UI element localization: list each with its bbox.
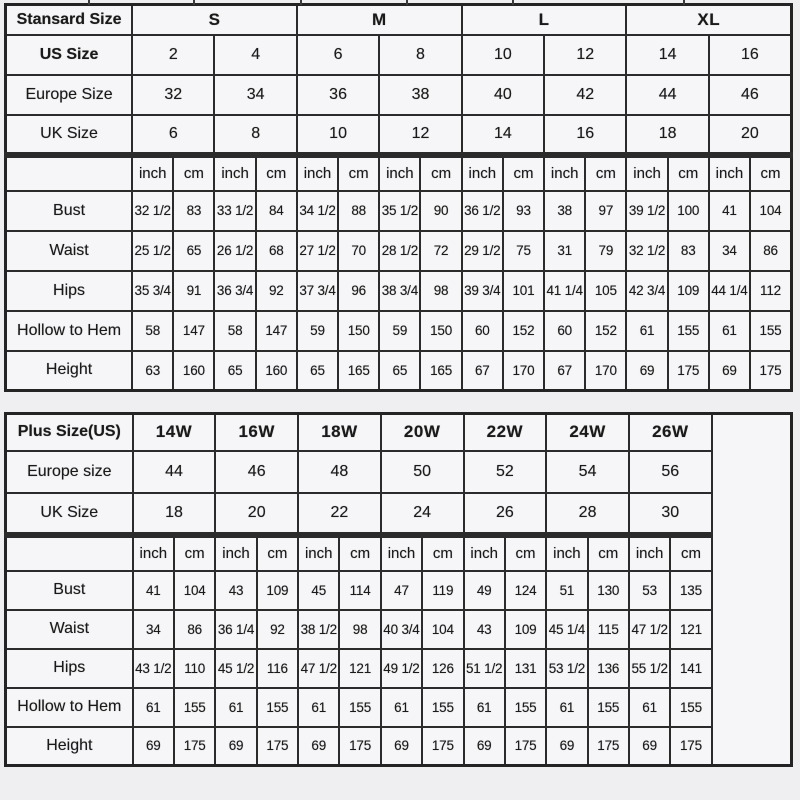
measure-value: 135 [670, 571, 711, 610]
unit-header-inch: inch [215, 535, 256, 571]
size-value: 8 [214, 115, 296, 155]
size-value: 2 [132, 35, 214, 75]
size-value: 32 [132, 75, 214, 115]
measure-value: 136 [588, 649, 629, 688]
measure-value: 53 1/2 [546, 649, 587, 688]
measure-value: 25 1/2 [132, 231, 173, 271]
measure-value: 141 [670, 649, 711, 688]
units-row-spacer [6, 535, 133, 571]
measure-value: 131 [505, 649, 546, 688]
crop-artifact-tick [683, 0, 685, 5]
size-value: 14 [462, 115, 544, 155]
row-label: UK Size [6, 493, 133, 535]
size-value: 30 [629, 493, 712, 535]
measure-value: 36 1/4 [215, 610, 256, 649]
size-value: 54 [546, 451, 629, 493]
measure-value: 58 [214, 311, 255, 351]
size-value: 44 [626, 75, 708, 115]
measure-value: 175 [339, 727, 380, 766]
measure-value: 34 [133, 610, 174, 649]
measure-value: 60 [462, 311, 503, 351]
crop-artifact-tick [193, 0, 195, 5]
measure-value: 101 [503, 271, 544, 311]
size-value: 28 [546, 493, 629, 535]
row-label: US Size [6, 35, 133, 75]
size-value: 14 [626, 35, 708, 75]
unit-header-inch: inch [214, 155, 255, 191]
measure-value: 69 [709, 351, 750, 391]
measure-value: 147 [173, 311, 214, 351]
unit-header-cm: cm [339, 535, 380, 571]
size-value: 6 [132, 115, 214, 155]
row-label: Waist [6, 610, 133, 649]
measure-value: 55 1/2 [629, 649, 670, 688]
measure-value: 32 1/2 [132, 191, 173, 231]
measure-value: 92 [257, 610, 298, 649]
unit-header-cm: cm [670, 535, 711, 571]
measure-value: 34 [709, 231, 750, 271]
unit-header-inch: inch [629, 535, 670, 571]
measure-value: 155 [257, 688, 298, 727]
measure-value: 34 1/2 [297, 191, 338, 231]
unit-header-inch: inch [297, 155, 338, 191]
row-label: Height [6, 727, 133, 766]
measure-value: 114 [339, 571, 380, 610]
size-value: 8 [379, 35, 461, 75]
measure-value: 100 [668, 191, 709, 231]
measure-value: 155 [174, 688, 215, 727]
measure-value: 38 1/2 [298, 610, 339, 649]
measure-value: 155 [668, 311, 709, 351]
measure-value: 109 [257, 571, 298, 610]
size-value: 18 [626, 115, 708, 155]
table-title: Plus Size(US) [6, 414, 133, 451]
size-value: 16 [709, 35, 792, 75]
measure-value: 47 [381, 571, 422, 610]
measure-value: 115 [588, 610, 629, 649]
measure-value: 83 [173, 191, 214, 231]
measure-value: 170 [585, 351, 626, 391]
size-value: 42 [544, 75, 626, 115]
measure-value: 152 [503, 311, 544, 351]
size-value: 34 [214, 75, 296, 115]
measure-value: 91 [173, 271, 214, 311]
measure-value: 170 [503, 351, 544, 391]
measure-value: 175 [422, 727, 463, 766]
measure-value: 121 [339, 649, 380, 688]
measure-value: 116 [257, 649, 298, 688]
measure-value: 69 [464, 727, 505, 766]
measure-value: 61 [626, 311, 667, 351]
crop-artifact-tick [406, 0, 408, 5]
measure-value: 79 [585, 231, 626, 271]
size-value: 24 [381, 493, 464, 535]
row-label: Europe Size [6, 75, 133, 115]
measure-value: 60 [544, 311, 585, 351]
size-value: 22 [298, 493, 381, 535]
size-header: 22W [464, 414, 547, 451]
measure-value: 84 [256, 191, 297, 231]
measure-value: 155 [505, 688, 546, 727]
measure-value: 32 1/2 [626, 231, 667, 271]
row-label: Waist [6, 231, 133, 271]
unit-header-cm: cm [503, 155, 544, 191]
measure-value: 69 [298, 727, 339, 766]
measure-value: 59 [379, 311, 420, 351]
measure-value: 175 [505, 727, 546, 766]
size-header: L [462, 5, 627, 35]
size-value: 38 [379, 75, 461, 115]
measure-value: 150 [420, 311, 461, 351]
measure-value: 39 3/4 [462, 271, 503, 311]
size-header: 18W [298, 414, 381, 451]
measure-value: 175 [174, 727, 215, 766]
measure-value: 90 [420, 191, 461, 231]
measure-value: 155 [422, 688, 463, 727]
measure-value: 41 [133, 571, 174, 610]
measure-value: 61 [709, 311, 750, 351]
size-value: 10 [462, 35, 544, 75]
unit-header-cm: cm [585, 155, 626, 191]
measure-value: 98 [420, 271, 461, 311]
measure-value: 105 [585, 271, 626, 311]
size-value: 52 [464, 451, 547, 493]
unit-header-inch: inch [709, 155, 750, 191]
measure-value: 45 1/4 [546, 610, 587, 649]
size-value: 46 [709, 75, 792, 115]
measure-value: 124 [505, 571, 546, 610]
unit-header-cm: cm [420, 155, 461, 191]
measure-value: 47 1/2 [298, 649, 339, 688]
measure-value: 40 3/4 [381, 610, 422, 649]
measure-value: 109 [668, 271, 709, 311]
size-value: 40 [462, 75, 544, 115]
measure-value: 44 1/4 [709, 271, 750, 311]
measure-value: 45 [298, 571, 339, 610]
crop-artifact-tick [88, 0, 90, 5]
units-row-spacer [6, 155, 133, 191]
size-value: 10 [297, 115, 379, 155]
measure-value: 61 [381, 688, 422, 727]
measure-value: 98 [339, 610, 380, 649]
measure-value: 165 [338, 351, 379, 391]
measure-value: 88 [338, 191, 379, 231]
unit-header-inch: inch [464, 535, 505, 571]
measure-value: 61 [215, 688, 256, 727]
row-label: UK Size [6, 115, 133, 155]
standard-size-table [4, 3, 793, 392]
measure-value: 67 [462, 351, 503, 391]
unit-header-inch: inch [132, 155, 173, 191]
measure-value: 31 [544, 231, 585, 271]
unit-header-cm: cm [338, 155, 379, 191]
measure-value: 39 1/2 [626, 191, 667, 231]
unit-header-inch: inch [626, 155, 667, 191]
measure-value: 65 [173, 231, 214, 271]
measure-value: 51 1/2 [464, 649, 505, 688]
measure-value: 38 3/4 [379, 271, 420, 311]
row-label: Hips [6, 271, 133, 311]
measure-value: 175 [588, 727, 629, 766]
unit-header-inch: inch [379, 155, 420, 191]
measure-value: 61 [629, 688, 670, 727]
crop-artifact-tick [512, 0, 514, 5]
measure-value: 175 [750, 351, 791, 391]
measure-value: 41 1/4 [544, 271, 585, 311]
size-value: 26 [464, 493, 547, 535]
measure-value: 119 [422, 571, 463, 610]
row-label: Bust [6, 571, 133, 610]
measure-value: 69 [629, 727, 670, 766]
size-value: 50 [381, 451, 464, 493]
unit-header-cm: cm [588, 535, 629, 571]
measure-value: 69 [546, 727, 587, 766]
plus-size-table [4, 412, 793, 767]
measure-value: 37 3/4 [297, 271, 338, 311]
size-value: 12 [544, 35, 626, 75]
measure-value: 68 [256, 231, 297, 271]
measure-value: 65 [297, 351, 338, 391]
size-header: 20W [381, 414, 464, 451]
measure-value: 75 [503, 231, 544, 271]
measure-value: 121 [670, 610, 711, 649]
measure-value: 43 [215, 571, 256, 610]
measure-value: 155 [750, 311, 791, 351]
measure-value: 51 [546, 571, 587, 610]
measure-value: 61 [464, 688, 505, 727]
measure-value: 41 [709, 191, 750, 231]
measure-value: 93 [503, 191, 544, 231]
measure-value: 42 3/4 [626, 271, 667, 311]
measure-value: 47 1/2 [629, 610, 670, 649]
measure-value: 86 [750, 231, 791, 271]
row-label: Bust [6, 191, 133, 231]
size-header: 24W [546, 414, 629, 451]
unit-header-cm: cm [422, 535, 463, 571]
size-value: 18 [133, 493, 216, 535]
row-label: Europe size [6, 451, 133, 493]
measure-value: 59 [297, 311, 338, 351]
empty-cell [712, 414, 792, 766]
measure-value: 112 [750, 271, 791, 311]
measure-value: 65 [379, 351, 420, 391]
measure-value: 155 [588, 688, 629, 727]
measure-value: 69 [381, 727, 422, 766]
measure-value: 155 [670, 688, 711, 727]
row-label: Height [6, 351, 133, 391]
unit-header-inch: inch [298, 535, 339, 571]
unit-header-inch: inch [381, 535, 422, 571]
measure-value: 53 [629, 571, 670, 610]
size-value: 12 [379, 115, 461, 155]
measure-value: 104 [174, 571, 215, 610]
size-value: 48 [298, 451, 381, 493]
measure-value: 67 [544, 351, 585, 391]
measure-value: 38 [544, 191, 585, 231]
size-value: 20 [215, 493, 298, 535]
measure-value: 35 3/4 [132, 271, 173, 311]
measure-value: 61 [546, 688, 587, 727]
unit-header-inch: inch [544, 155, 585, 191]
measure-value: 69 [133, 727, 174, 766]
unit-header-cm: cm [174, 535, 215, 571]
measure-value: 175 [257, 727, 298, 766]
measure-value: 110 [174, 649, 215, 688]
measure-value: 43 1/2 [133, 649, 174, 688]
measure-value: 27 1/2 [297, 231, 338, 271]
size-value: 16 [544, 115, 626, 155]
size-header: 14W [133, 414, 216, 451]
measure-value: 28 1/2 [379, 231, 420, 271]
row-label: Hollow to Hem [6, 688, 133, 727]
size-header: M [297, 5, 462, 35]
unit-header-inch: inch [462, 155, 503, 191]
measure-value: 160 [173, 351, 214, 391]
measure-value: 175 [670, 727, 711, 766]
measure-value: 147 [256, 311, 297, 351]
measure-value: 43 [464, 610, 505, 649]
measure-value: 70 [338, 231, 379, 271]
unit-header-cm: cm [505, 535, 546, 571]
measure-value: 61 [133, 688, 174, 727]
measure-value: 61 [298, 688, 339, 727]
size-header: 26W [629, 414, 712, 451]
unit-header-cm: cm [750, 155, 791, 191]
size-value: 46 [215, 451, 298, 493]
measure-value: 126 [422, 649, 463, 688]
measure-value: 130 [588, 571, 629, 610]
measure-value: 86 [174, 610, 215, 649]
crop-artifact-tick [300, 0, 302, 5]
measure-value: 150 [338, 311, 379, 351]
measure-value: 83 [668, 231, 709, 271]
size-header: XL [626, 5, 791, 35]
measure-value: 36 3/4 [214, 271, 255, 311]
measure-value: 104 [422, 610, 463, 649]
unit-header-inch: inch [546, 535, 587, 571]
measure-value: 49 1/2 [381, 649, 422, 688]
size-value: 6 [297, 35, 379, 75]
measure-value: 26 1/2 [214, 231, 255, 271]
measure-value: 96 [338, 271, 379, 311]
row-label: Hollow to Hem [6, 311, 133, 351]
size-value: 4 [214, 35, 296, 75]
measure-value: 65 [214, 351, 255, 391]
measure-value: 104 [750, 191, 791, 231]
measure-value: 29 1/2 [462, 231, 503, 271]
measure-value: 33 1/2 [214, 191, 255, 231]
row-label: Hips [6, 649, 133, 688]
size-value: 36 [297, 75, 379, 115]
table-title: Stansard Size [6, 5, 133, 35]
measure-value: 152 [585, 311, 626, 351]
measure-value: 72 [420, 231, 461, 271]
measure-value: 109 [505, 610, 546, 649]
measure-value: 58 [132, 311, 173, 351]
unit-header-cm: cm [668, 155, 709, 191]
measure-value: 97 [585, 191, 626, 231]
measure-value: 63 [132, 351, 173, 391]
measure-value: 69 [626, 351, 667, 391]
size-header: S [132, 5, 297, 35]
measure-value: 36 1/2 [462, 191, 503, 231]
unit-header-cm: cm [257, 535, 298, 571]
measure-value: 45 1/2 [215, 649, 256, 688]
unit-header-inch: inch [133, 535, 174, 571]
measure-value: 49 [464, 571, 505, 610]
measure-value: 175 [668, 351, 709, 391]
unit-header-cm: cm [256, 155, 297, 191]
measure-value: 160 [256, 351, 297, 391]
measure-value: 92 [256, 271, 297, 311]
measure-value: 35 1/2 [379, 191, 420, 231]
measure-value: 155 [339, 688, 380, 727]
size-header: 16W [215, 414, 298, 451]
size-value: 20 [709, 115, 792, 155]
measure-value: 69 [215, 727, 256, 766]
unit-header-cm: cm [173, 155, 214, 191]
measure-value: 165 [420, 351, 461, 391]
size-value: 44 [133, 451, 216, 493]
size-value: 56 [629, 451, 712, 493]
